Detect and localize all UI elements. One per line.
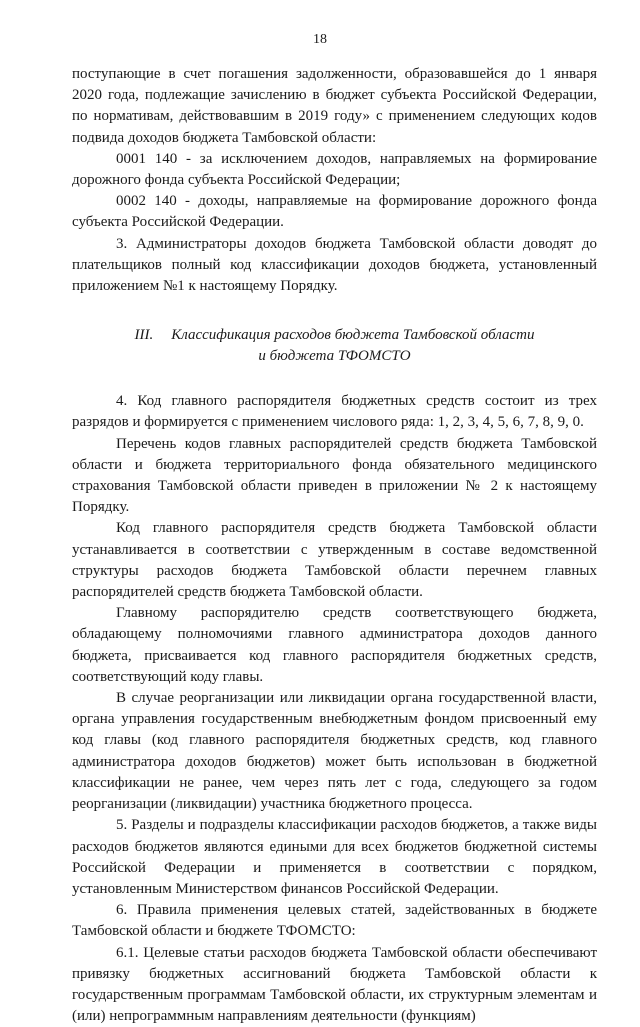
paragraph: поступающие в счет погашения задолженности, образовавшейся до 1 января 2020 года, подлежащие зачислению в бюджет субъекта Российской Федерации, по нормативам, действовавшим в 2019 году» с применением следующих кодов подвида доходов бюджета Тамбовской области: (72, 66, 597, 146)
paragraph: 0001 140 - за исключением доходов, направляемых на формирование дорожного фонда субъекта Российской Федерации; (72, 150, 597, 189)
paragraph: Перечень кодов главных распорядителей средств бюджета Тамбовской области и бюджета территориального фонда обязательного медицинского страхования Тамбовской области приведен в приложении № 2 к настоящему Порядку. (72, 435, 597, 516)
paragraph: 5. Разделы и подразделы классификации расходов бюджетов, а также виды расходов бюджетов являются едиными для всех бюджетов бюджетной системы Российской Федерации и применяется в соответствии с порядком, установленным Министерством финансов Российской Федерации. (72, 817, 597, 897)
section-title-line1: Классификация расходов бюджета Тамбовской области (171, 327, 535, 344)
paragraph: 6.1. Целевые статьи расходов бюджета Тамбовской области обеспечивают привязку бюджетных ассигнований бюджета Тамбовской области к государственным программам Тамбовской области, их структурным элементам и (или) непрограммным направлениям деятельности (функциям) (72, 944, 597, 1025)
section-title-line2: и бюджета ТФОМСТО (258, 348, 411, 365)
document-body (72, 64, 597, 1027)
page-number: 18 (313, 32, 327, 47)
paragraph: 3. Администраторы доходов бюджета Тамбовской области доводят до плательщиков полный код классификации доходов бюджета, установленный приложением №1 к настоящему Порядку. (72, 235, 597, 295)
paragraph: Главному распорядителю средств соответствующего бюджета, обладающему полномочиями главного администратора доходов данного бюджета, присваивается код главного распорядителя бюджетных средств, соответствующий коду главы. (72, 605, 597, 685)
paragraph: 6. Правила применения целевых статей, задействованных в бюджете Тамбовской области и бюджете ТФОМСТО: (72, 902, 597, 940)
section-heading (72, 325, 597, 367)
paragraph: В случае реорганизации или ликвидации органа государственной власти, органа управления государственным внебюджетным фондом присвоенный ему код главы (код главного распорядителя бюджетных средств, код главного администратора доходов бюджетов) может быть использован в бюджетной классификации не ранее, чем через пять лет с года, следующего за годом реорганизации (ликвидации) участника бюджетного процесса. (72, 690, 597, 813)
paragraph: 0002 140 - доходы, направляемые на формирование дорожного фонда субъекта Российской Федерации. (72, 193, 597, 231)
paragraph: 4. Код главного распорядителя бюджетных средств состоит из трех разрядов и формируется с применением числового ряда: 1, 2, 3, 4, 5, 6, 7, 8, 9, 0. (72, 393, 597, 431)
paragraph: Код главного распорядителя средств бюджета Тамбовской области устанавливается в соответствии с утвержденным в составе ведомственной структуры расходов бюджета Тамбовской области перечнем главных распорядителей средств бюджета Тамбовской области. (72, 520, 597, 601)
section-number: III. (134, 327, 154, 344)
